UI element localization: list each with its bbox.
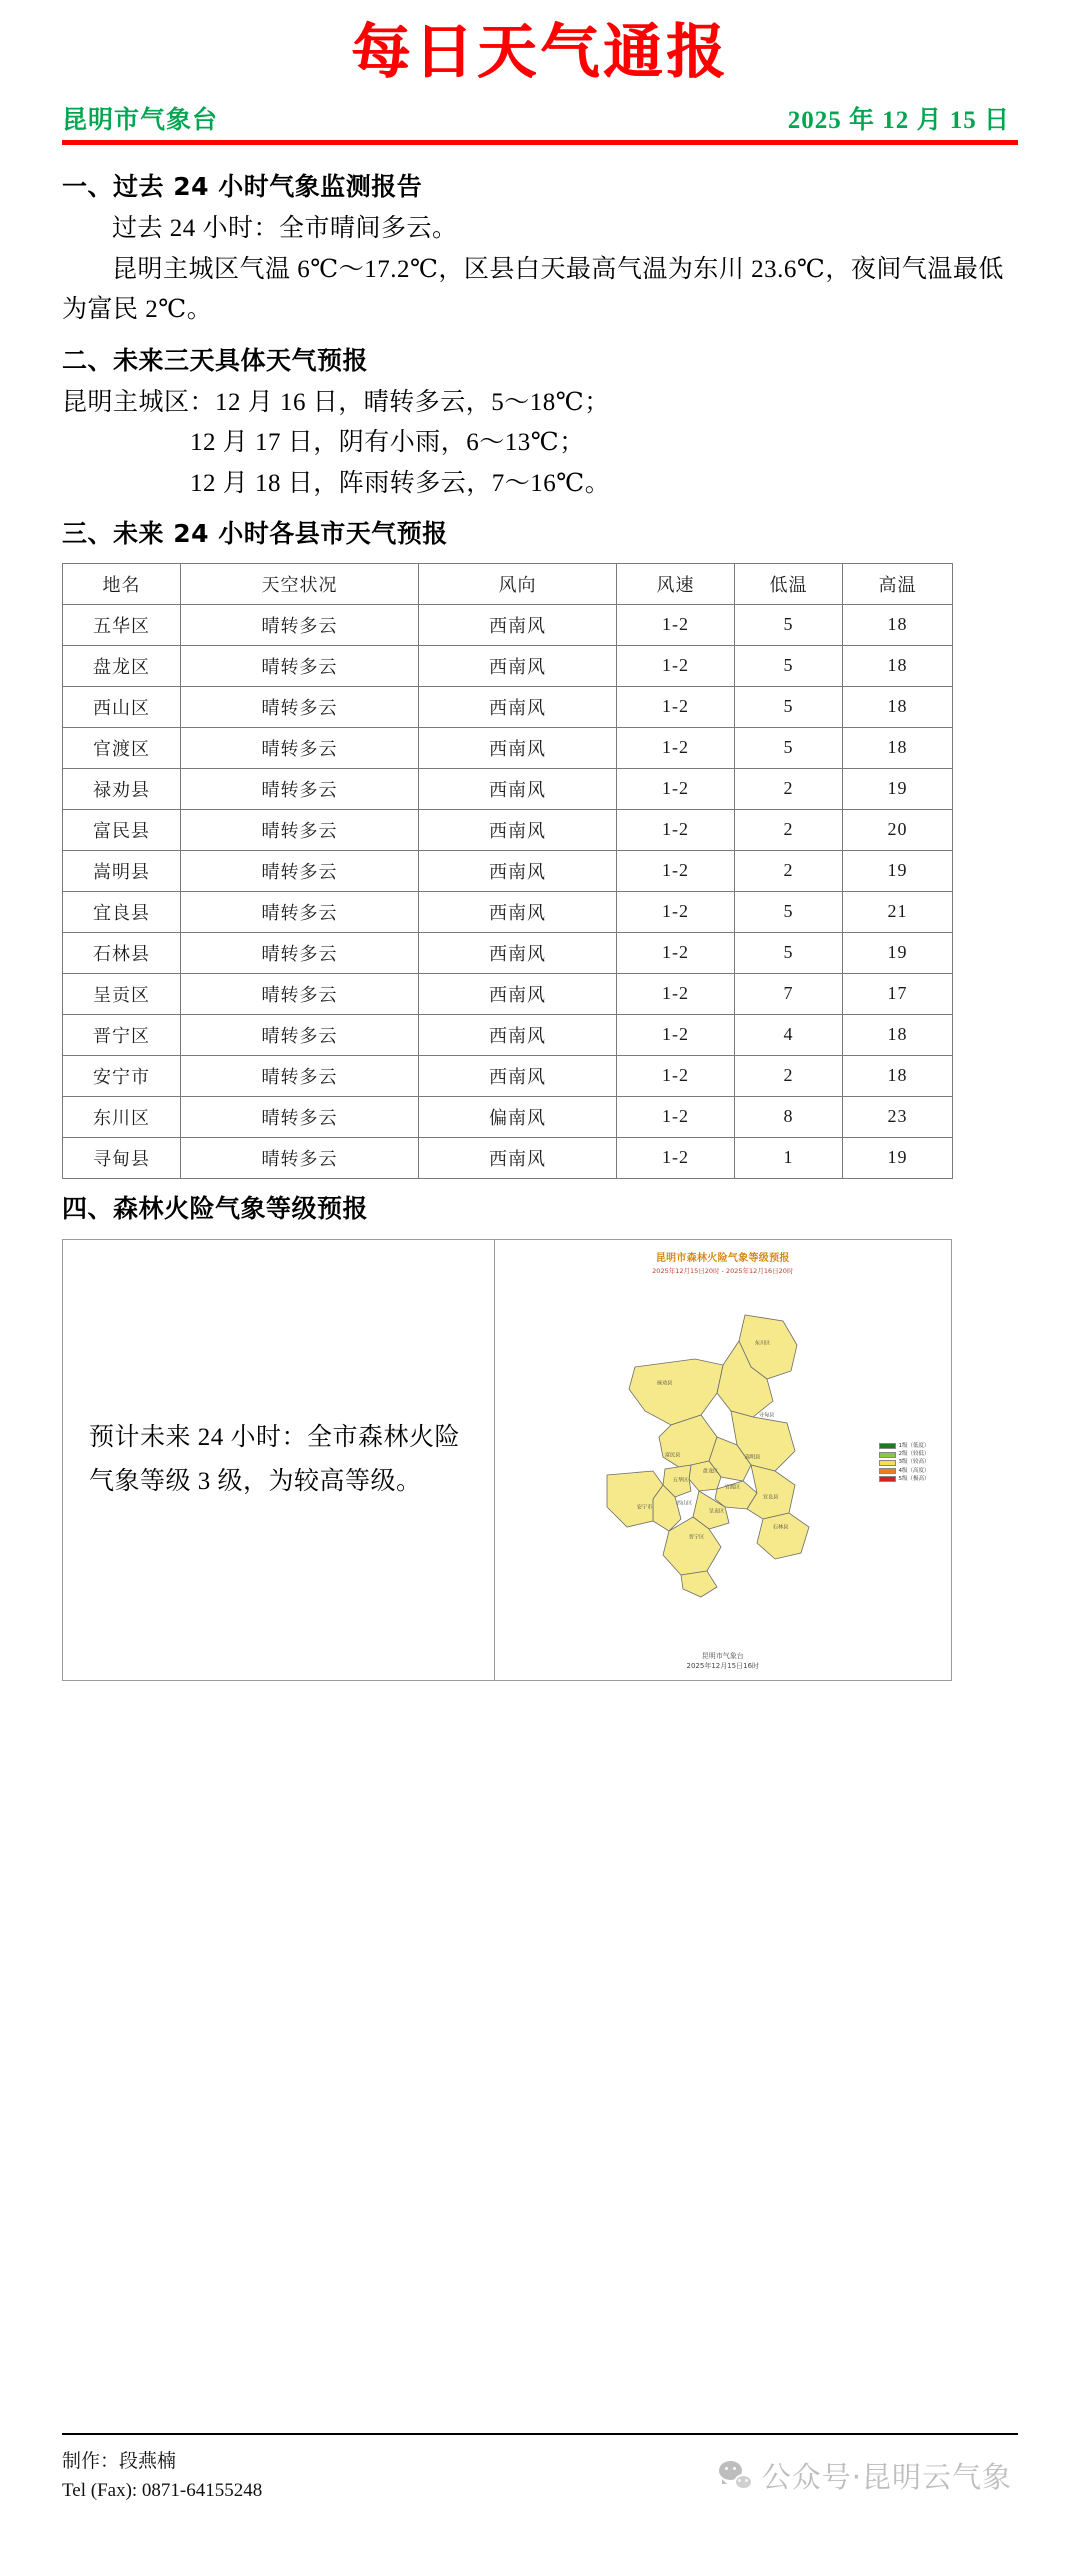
table-cell-风速: 1-2 (617, 768, 735, 809)
table-row (63, 1096, 953, 1137)
table-row (63, 973, 953, 1014)
table-cell-风速: 1-2 (617, 932, 735, 973)
table-cell-风向: 西南风 (419, 850, 617, 891)
legend-color-chip (879, 1476, 896, 1482)
table-cell-风向: 西南风 (419, 645, 617, 686)
table-cell-高温: 21 (843, 891, 953, 932)
map-title: 昆明市森林火险气象等级预报 (655, 1252, 790, 1264)
table-column-header-4: 低温 (735, 563, 843, 604)
table-cell-地名: 盘龙区 (63, 645, 181, 686)
table-cell-地名: 富民县 (63, 809, 181, 850)
table-column-header-5: 高温 (843, 563, 953, 604)
table-cell-风向: 偏南风 (419, 1096, 617, 1137)
table-cell-风向: 西南风 (419, 809, 617, 850)
table-cell-风速: 1-2 (617, 1055, 735, 1096)
table-cell-天空状况: 晴转多云 (181, 604, 419, 645)
legend-label: 3级（较高） (898, 1459, 930, 1466)
table-cell-高温: 18 (843, 1014, 953, 1055)
table-cell-天空状况: 晴转多云 (181, 891, 419, 932)
table-header-row (63, 563, 953, 604)
table-row (63, 645, 953, 686)
legend-label: 1级（低度） (898, 1442, 930, 1449)
table-cell-低温: 1 (735, 1137, 843, 1178)
table-cell-地名: 东川区 (63, 1096, 181, 1137)
table-row (63, 604, 953, 645)
table-cell-天空状况: 晴转多云 (181, 932, 419, 973)
legend-row (879, 1443, 930, 1450)
map-county-label: 盘龙区 (702, 1468, 719, 1475)
map-canvas (495, 1275, 951, 1635)
table-cell-高温: 19 (843, 850, 953, 891)
table-cell-天空状况: 晴转多云 (181, 645, 419, 686)
legend-label: 4级（高度） (898, 1467, 930, 1474)
table-cell-低温: 8 (735, 1096, 843, 1137)
table-cell-风向: 西南风 (419, 1055, 617, 1096)
legend-row (879, 1476, 930, 1483)
legend-color-chip (879, 1452, 896, 1458)
footer-telephone: Tel (Fax): 0871-64155248 (62, 2480, 263, 2502)
table-cell-低温: 4 (735, 1014, 843, 1055)
table-cell-地名: 安宁市 (63, 1055, 181, 1096)
table-cell-低温: 5 (735, 604, 843, 645)
forecast-day-2: 12 月 17 日，阴有小雨，6～13℃； (190, 429, 585, 457)
table-cell-天空状况: 晴转多云 (181, 768, 419, 809)
map-county-label: 石林县 (772, 1524, 789, 1531)
table-row (63, 1137, 953, 1178)
table-cell-风向: 西南风 (419, 891, 617, 932)
table-cell-低温: 5 (735, 727, 843, 768)
table-row (63, 891, 953, 932)
map-county-label: 五华区 (672, 1477, 689, 1484)
table-column-header-1: 天空状况 (181, 563, 419, 604)
table-cell-低温: 5 (735, 645, 843, 686)
table-row (63, 1055, 953, 1096)
table-row (63, 1014, 953, 1055)
fire-danger-map (495, 1240, 951, 1680)
table-cell-风向: 西南风 (419, 1137, 617, 1178)
map-county-label: 安宁市 (636, 1504, 653, 1511)
table-cell-低温: 2 (735, 850, 843, 891)
table-column-header-0: 地名 (63, 563, 181, 604)
table-row (63, 850, 953, 891)
table-cell-天空状况: 晴转多云 (181, 850, 419, 891)
legend-row (879, 1451, 930, 1458)
forecast-day-1: 昆明主城区：12 月 16 日，晴转多云，5～18℃； (62, 388, 610, 416)
wechat-watermark (719, 2447, 1018, 2496)
table-cell-风向: 西南风 (419, 768, 617, 809)
table-cell-天空状况: 晴转多云 (181, 727, 419, 768)
table-cell-高温: 17 (843, 973, 953, 1014)
table-cell-低温: 5 (735, 686, 843, 727)
table-cell-天空状况: 晴转多云 (181, 686, 419, 727)
table-cell-地名: 寻甸县 (63, 1137, 181, 1178)
table-cell-低温: 2 (735, 809, 843, 850)
table-row (63, 686, 953, 727)
table-cell-风向: 西南风 (419, 1014, 617, 1055)
table-cell-低温: 2 (735, 768, 843, 809)
table-cell-低温: 5 (735, 891, 843, 932)
table-cell-低温: 7 (735, 973, 843, 1014)
legend-row (879, 1468, 930, 1475)
table-cell-风速: 1-2 (617, 727, 735, 768)
table-cell-天空状况: 晴转多云 (181, 1014, 419, 1055)
table-cell-风速: 1-2 (617, 686, 735, 727)
table-cell-天空状况: 晴转多云 (181, 809, 419, 850)
table-cell-风向: 西南风 (419, 973, 617, 1014)
table-cell-天空状况: 晴转多云 (181, 1096, 419, 1137)
table-cell-高温: 18 (843, 686, 953, 727)
map-region-luquan (629, 1359, 723, 1425)
document-body (62, 145, 1018, 1681)
table-cell-地名: 嵩明县 (63, 850, 181, 891)
legend-label: 5级（极高） (898, 1475, 930, 1482)
table-cell-高温: 18 (843, 645, 953, 686)
section-3-heading: 三、未来 24 小时各县市天气预报 (62, 519, 448, 549)
table-cell-风速: 1-2 (617, 1014, 735, 1055)
legend-color-chip (879, 1468, 896, 1474)
table-row (63, 932, 953, 973)
table-cell-高温: 23 (843, 1096, 953, 1137)
map-region-shilin (757, 1513, 809, 1559)
table-cell-风速: 1-2 (617, 809, 735, 850)
table-cell-低温: 2 (735, 1055, 843, 1096)
map-footer (495, 1651, 951, 1671)
table-row (63, 809, 953, 850)
table-row (63, 768, 953, 809)
footer-producer: 制作：段燕楠 (62, 2451, 177, 2472)
table-cell-地名: 五华区 (63, 604, 181, 645)
table-cell-风速: 1-2 (617, 973, 735, 1014)
table-cell-风速: 1-2 (617, 645, 735, 686)
legend-label: 2级（较低） (898, 1451, 930, 1458)
map-county-label: 嵩明县 (744, 1454, 761, 1461)
table-cell-高温: 18 (843, 604, 953, 645)
table-cell-风速: 1-2 (617, 1096, 735, 1137)
map-county-label: 呈贡区 (708, 1508, 725, 1515)
table-column-header-2: 风向 (419, 563, 617, 604)
table-cell-风向: 西南风 (419, 727, 617, 768)
map-legend (879, 1443, 930, 1484)
map-footer-issuer: 昆明市气象台 (701, 1651, 744, 1660)
map-county-label: 西山区 (676, 1500, 693, 1507)
table-cell-高温: 19 (843, 932, 953, 973)
map-county-label: 东川区 (754, 1340, 771, 1347)
table-cell-地名: 官渡区 (63, 727, 181, 768)
masthead (62, 108, 1018, 136)
table-cell-高温: 18 (843, 1055, 953, 1096)
map-subtitle: 2025年12月15日20时 - 2025年12月16日20时 (652, 1266, 794, 1275)
table-column-header-3: 风速 (617, 563, 735, 604)
wechat-icon (719, 2461, 753, 2491)
wechat-watermark-label: 公众号·昆明云气象 (761, 2460, 1012, 2494)
table-cell-高温: 20 (843, 809, 953, 850)
table-cell-地名: 晋宁区 (63, 1014, 181, 1055)
legend-color-chip (879, 1443, 896, 1449)
section-4-heading: 四、森林火险气象等级预报 (62, 1193, 369, 1223)
table-cell-高温: 19 (843, 1137, 953, 1178)
map-county-label: 宜良县 (762, 1494, 779, 1501)
table-cell-风速: 1-2 (617, 850, 735, 891)
section-1-paragraph-1: 过去 24 小时：全市晴间多云。 (112, 215, 458, 243)
map-county-label: 晋宁区 (688, 1534, 705, 1541)
table-cell-地名: 宜良县 (63, 891, 181, 932)
table-cell-风速: 1-2 (617, 891, 735, 932)
map-county-label: 禄劝县 (656, 1380, 673, 1387)
table-cell-风向: 西南风 (419, 932, 617, 973)
table-cell-风速: 1-2 (617, 1137, 735, 1178)
table-cell-地名: 呈贡区 (63, 973, 181, 1014)
forecast-day-3: 12 月 18 日，阵雨转多云，7～16℃。 (190, 469, 611, 497)
table-cell-低温: 5 (735, 932, 843, 973)
map-region-jinning-s (681, 1571, 717, 1597)
section-2-heading: 二、未来三天具体天气预报 (62, 345, 369, 375)
page-title: 每日天气通报 (350, 17, 729, 86)
map-county-label: 官渡区 (724, 1484, 741, 1491)
table-row (63, 727, 953, 768)
map-footer-time: 2025年12月15日16时 (686, 1661, 760, 1670)
table-cell-地名: 石林县 (63, 932, 181, 973)
section-1-paragraph-2: 昆明主城区气温 6℃～17.2℃，区县白天最高气温为东川 23.6℃，夜间气温最低为富民 2℃。 (62, 255, 1004, 324)
table-cell-天空状况: 晴转多云 (181, 1137, 419, 1178)
table-cell-风向: 西南风 (419, 686, 617, 727)
issuer-name: 昆明市气象台 (62, 106, 219, 134)
page-footer (0, 2433, 1080, 2553)
table-cell-高温: 18 (843, 727, 953, 768)
section-1-heading: 一、过去 24 小时气象监测报告 (62, 171, 423, 201)
table-cell-高温: 19 (843, 768, 953, 809)
issue-date: 2025 年 12 月 15 日 (787, 106, 1010, 134)
legend-color-chip (879, 1460, 896, 1466)
table-cell-地名: 西山区 (63, 686, 181, 727)
table-cell-地名: 禄劝县 (63, 768, 181, 809)
county-forecast-table (62, 563, 953, 1179)
table-cell-天空状况: 晴转多云 (181, 973, 419, 1014)
footer-contact (62, 2447, 262, 2506)
table-cell-风向: 西南风 (419, 604, 617, 645)
legend-row (879, 1459, 930, 1466)
fire-danger-text: 预计未来 24 小时：全市森林火险气象等级 3 级，为较高等级。 (63, 1240, 495, 1680)
map-county-label: 富民县 (664, 1452, 681, 1459)
table-cell-天空状况: 晴转多云 (181, 1055, 419, 1096)
table-cell-风速: 1-2 (617, 604, 735, 645)
fire-danger-panel (62, 1239, 952, 1681)
map-county-label: 寻甸县 (758, 1412, 775, 1419)
